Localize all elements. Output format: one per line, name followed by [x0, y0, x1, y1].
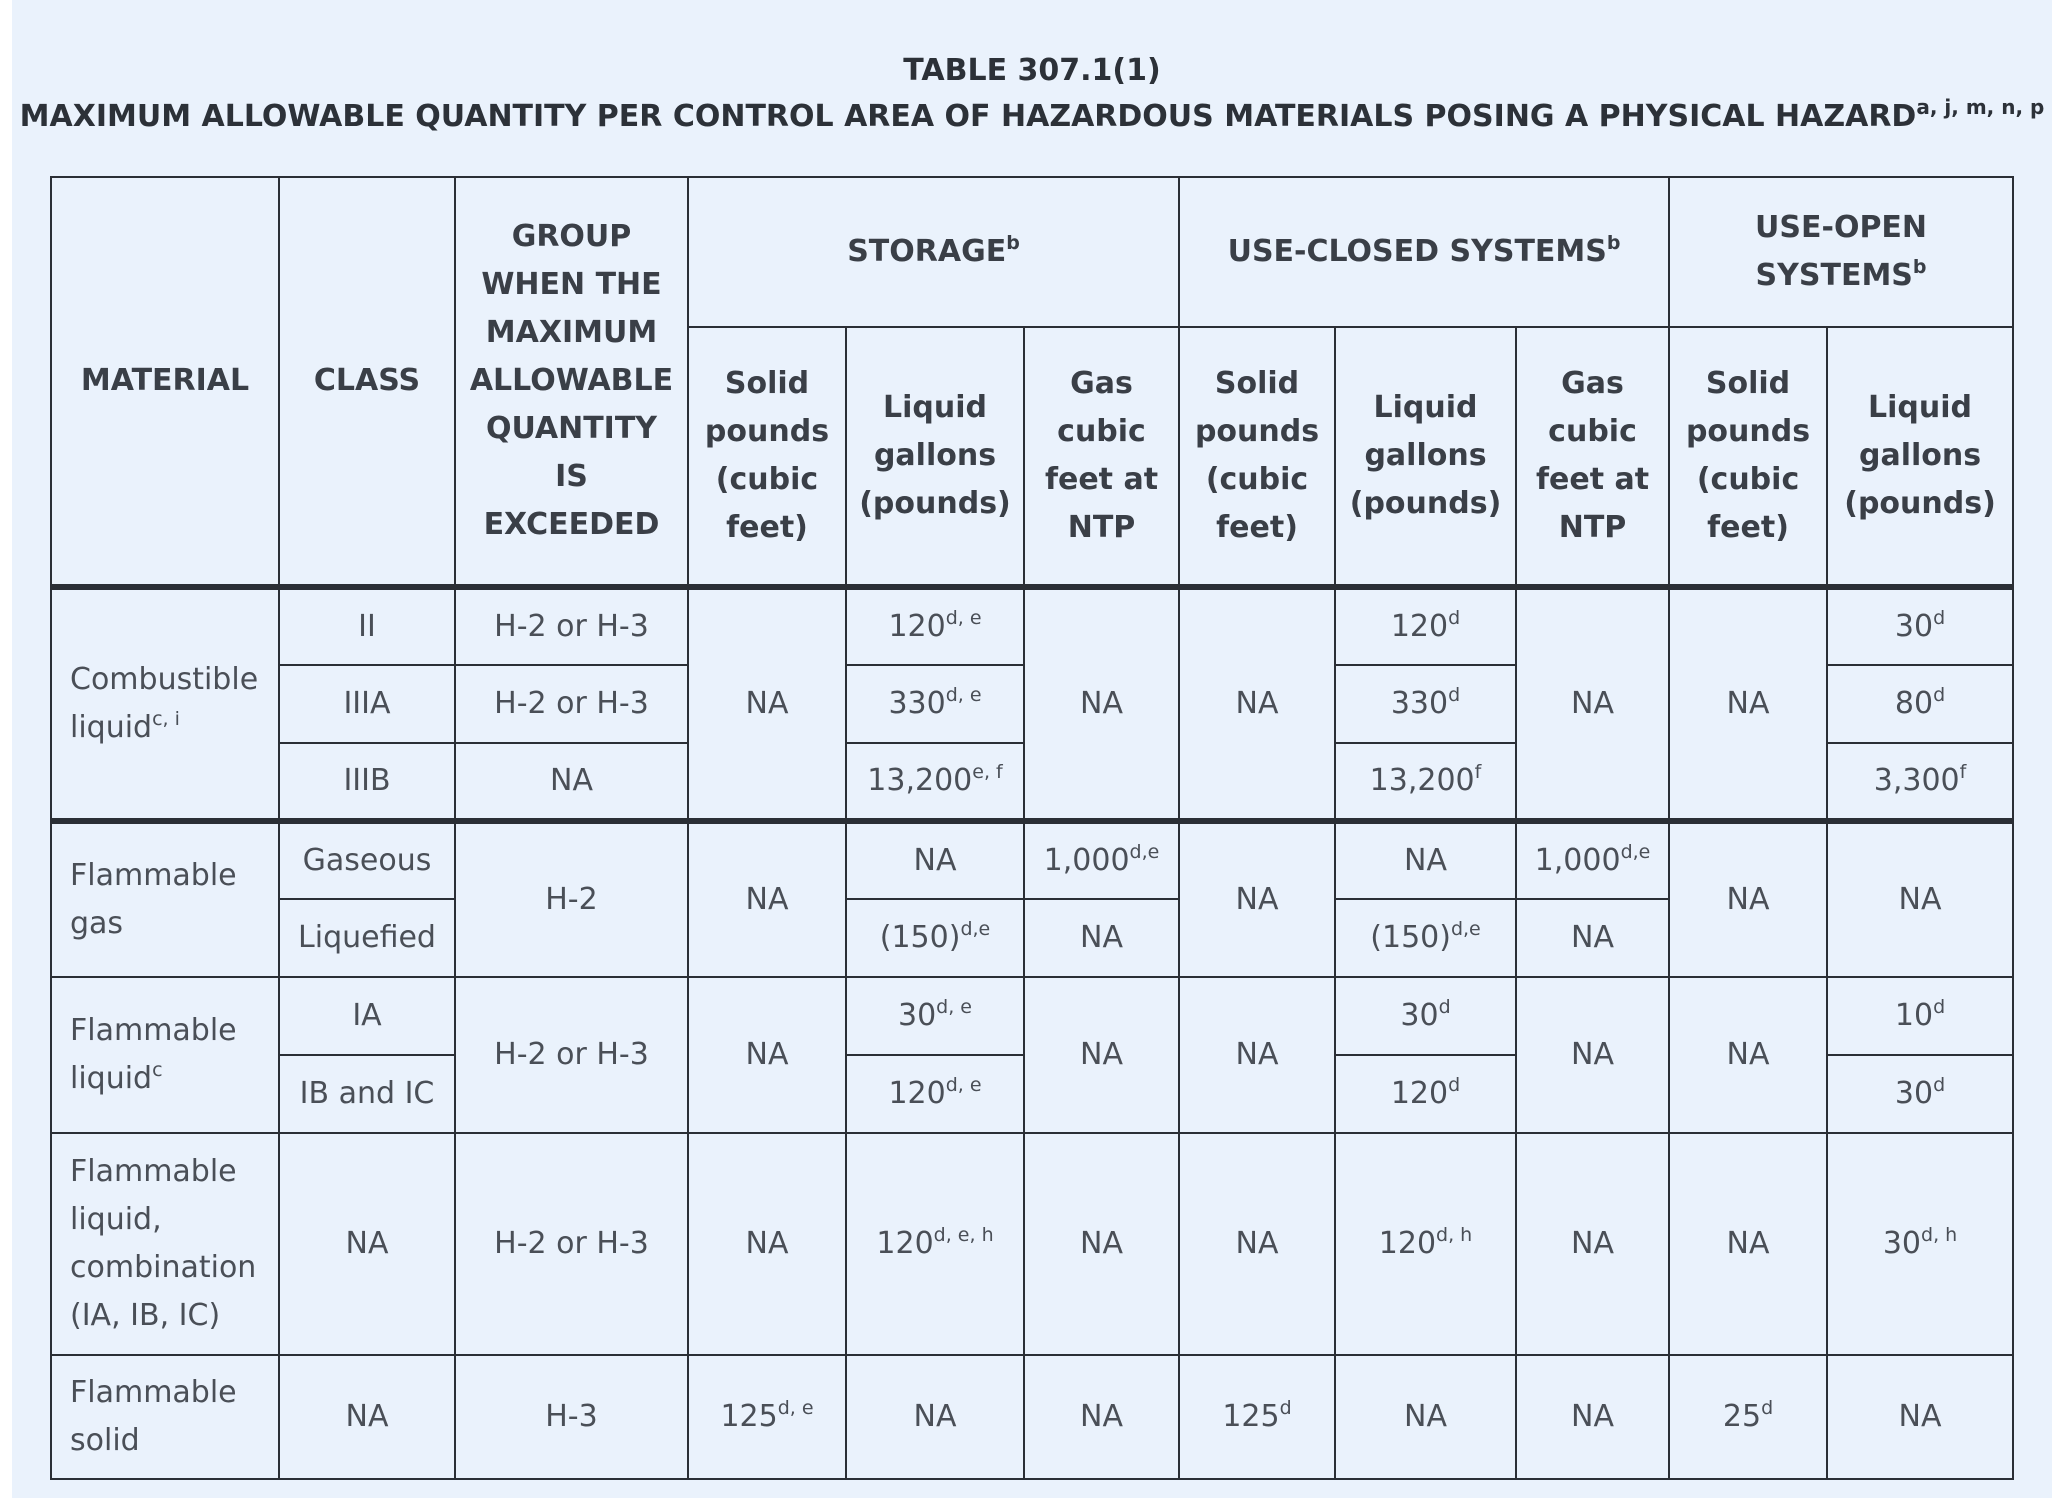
group-cell: H-2 or H-3 [455, 587, 688, 665]
closed-liquid-cell: NA [1335, 1355, 1516, 1479]
value: 120 [876, 1226, 934, 1261]
header-use-closed-footnote: b [1606, 232, 1621, 254]
storage-gas-cell: NA [1024, 1133, 1179, 1355]
footnote: d,e [1129, 841, 1160, 863]
header-closed-solid: Solid pounds (cubic feet) [1179, 327, 1335, 587]
header-closed-gas: Gas cubic feet at NTP [1516, 327, 1669, 587]
header-group-text: GROUP WHEN THE MAXIMUM ALLOWABLE QUANTITY IS EXCEEDED [469, 219, 674, 542]
value: 30 [1882, 1226, 1922, 1261]
footnote: d,e [960, 918, 991, 940]
value: 10 [1894, 998, 1934, 1033]
open-liquid-cell [1827, 665, 2013, 743]
closed-liquid-cell [1335, 821, 1516, 899]
storage-gas-cell: NA [1024, 587, 1179, 821]
header-use-closed-text: USE-CLOSED SYSTEMS [1227, 234, 1607, 269]
header-use-open-text: USE-OPEN SYSTEMS [1755, 210, 1928, 293]
closed-liquid-cell [1335, 899, 1516, 977]
open-liquid-cell [1827, 1133, 2013, 1355]
open-solid-cell: NA [1669, 821, 1827, 977]
footnote: d [1933, 996, 1946, 1018]
value: 13,200 [867, 763, 973, 798]
closed-liquid-cell [1335, 977, 1516, 1055]
closed-gas-cell: NA [1516, 587, 1669, 821]
footnote: d [1279, 1397, 1292, 1419]
group-cell: H-3 [455, 1355, 688, 1479]
material-flammable-liquid [51, 977, 279, 1133]
class-cell: II [279, 587, 455, 665]
table-title [12, 94, 2052, 140]
material-text: Flammable liquid [70, 1013, 237, 1096]
footnote: d, e [936, 996, 973, 1018]
footnote: f [1959, 761, 1967, 783]
group-cell: H-2 or H-3 [455, 665, 688, 743]
header-open-liquid: Liquid gallons (pounds) [1827, 327, 2013, 587]
closed-liquid-cell [1335, 743, 1516, 821]
value: 330 [1390, 686, 1449, 721]
footnote: d [1448, 1074, 1461, 1096]
value: 120 [1390, 1076, 1449, 1111]
class-cell: IA [279, 977, 455, 1055]
storage-liquid-cell [846, 977, 1024, 1055]
footnote: d,e [1620, 841, 1651, 863]
value: 120 [888, 1076, 946, 1111]
closed-gas-cell: NA [1516, 977, 1669, 1133]
class-cell: Gaseous [279, 821, 455, 899]
class-cell: NA [279, 1355, 455, 1479]
table-number: TABLE 307.1(1) [903, 53, 1161, 88]
storage-liquid-cell [846, 1055, 1024, 1133]
value: 3,300 [1873, 763, 1960, 798]
material-text: Combustible liquid [70, 662, 259, 745]
header-storage-solid: Solid pounds (cubic feet) [688, 327, 846, 587]
material-combustible-liquid [51, 587, 279, 821]
closed-gas-cell: NA [1516, 1355, 1669, 1479]
header-open-solid: Solid pounds (cubic feet) [1669, 327, 1827, 587]
class-cell: IIIA [279, 665, 455, 743]
header-group [455, 177, 688, 587]
value: 125 [1222, 1399, 1280, 1434]
value: 13,200 [1369, 763, 1475, 798]
closed-solid-cell: NA [1179, 977, 1335, 1133]
footnote: d, e [777, 1397, 814, 1419]
header-material: MATERIAL [51, 177, 279, 587]
closed-liquid-cell [1335, 587, 1516, 665]
value: 120 [1390, 609, 1449, 644]
value: NA [913, 843, 957, 878]
closed-gas-cell: NA [1516, 1133, 1669, 1355]
open-liquid-cell [1827, 587, 2013, 665]
closed-solid-cell: NA [1179, 1133, 1335, 1355]
storage-solid-cell: NA [688, 1133, 846, 1355]
storage-liquid-cell: NA [846, 1355, 1024, 1479]
storage-gas-cell: NA [1024, 977, 1179, 1133]
open-solid-cell [1669, 1355, 1827, 1479]
open-liquid-cell [1827, 743, 2013, 821]
storage-solid-cell: NA [688, 977, 846, 1133]
value: NA [1404, 843, 1447, 878]
value: 30 [897, 998, 937, 1033]
closed-liquid-cell [1335, 1133, 1516, 1355]
footnote: f [1474, 761, 1482, 783]
storage-liquid-cell [846, 821, 1024, 899]
value: 30 [1894, 1076, 1934, 1111]
value: 120 [1378, 1226, 1437, 1261]
storage-solid-cell: NA [688, 587, 846, 821]
header-class: CLASS [279, 177, 455, 587]
header-use-open [1669, 177, 2013, 327]
material-footnote: c, i [152, 708, 180, 730]
footnote: d [1933, 607, 1946, 629]
value: NA [1080, 920, 1123, 955]
open-liquid-cell [1827, 977, 2013, 1055]
group-cell: NA [455, 743, 688, 821]
header-closed-liquid: Liquid gallons (pounds) [1335, 327, 1516, 587]
value: 125 [720, 1399, 778, 1434]
class-cell: NA [279, 1133, 455, 1355]
storage-liquid-cell [846, 1133, 1024, 1355]
footnote: d, e [945, 607, 982, 629]
footnote: d [1448, 607, 1461, 629]
storage-liquid-cell [846, 587, 1024, 665]
value: 120 [888, 609, 946, 644]
table-caption [12, 48, 2052, 140]
header-use-open-footnote: b [1912, 256, 1927, 278]
value: 30 [1894, 609, 1934, 644]
footnote: e, f [972, 761, 1003, 783]
closed-gas-cell [1516, 899, 1669, 977]
closed-liquid-cell [1335, 1055, 1516, 1133]
group-cell: H-2 or H-3 [455, 977, 688, 1133]
open-solid-cell: NA [1669, 1133, 1827, 1355]
footnote: d, h [1921, 1224, 1958, 1246]
footnote: d [1933, 1074, 1946, 1096]
header-storage-liquid: Liquid gallons (pounds) [846, 327, 1024, 587]
value: 30 [1400, 998, 1439, 1033]
hazard-quantity-table [50, 176, 2014, 1480]
footnote: d [1761, 1397, 1774, 1419]
storage-liquid-cell [846, 899, 1024, 977]
open-solid-cell: NA [1669, 977, 1827, 1133]
closed-gas-cell [1516, 821, 1669, 899]
header-use-closed [1179, 177, 1669, 327]
footnote: d, e [945, 1074, 982, 1096]
closed-liquid-cell [1335, 665, 1516, 743]
open-liquid-cell: NA [1827, 821, 2013, 977]
open-liquid-cell: NA [1827, 1355, 2013, 1479]
header-storage-text: STORAGE [847, 234, 1007, 269]
storage-solid-cell [688, 1355, 846, 1479]
storage-liquid-cell [846, 743, 1024, 821]
material-flammable-gas: Flammable gas [51, 821, 279, 977]
material-flammable-solid: Flammable solid [51, 1355, 279, 1479]
value: (150) [1370, 920, 1451, 955]
storage-liquid-cell [846, 665, 1024, 743]
value: 1,000 [1534, 843, 1621, 878]
value: 330 [888, 686, 946, 721]
material-footnote: c [152, 1059, 163, 1081]
open-liquid-cell [1827, 1055, 2013, 1133]
footnote: d,e [1450, 918, 1481, 940]
header-storage-gas: Gas cubic feet at NTP [1024, 327, 1179, 587]
open-solid-cell: NA [1669, 587, 1827, 821]
footnote: d, h [1436, 1224, 1473, 1246]
storage-gas-cell [1024, 899, 1179, 977]
header-storage-footnote: b [1006, 232, 1020, 254]
closed-solid-cell: NA [1179, 587, 1335, 821]
storage-gas-cell: NA [1024, 1355, 1179, 1479]
footnote: d [1448, 684, 1461, 706]
value: NA [1571, 920, 1614, 955]
storage-solid-cell: NA [688, 821, 846, 977]
value: 25 [1722, 1399, 1762, 1434]
closed-solid-cell [1179, 1355, 1335, 1479]
storage-gas-cell [1024, 821, 1179, 899]
table-title-footnotes: a, j, m, n, p [1916, 95, 2045, 119]
header-storage [688, 177, 1179, 327]
footnote: d, e [945, 684, 982, 706]
footnote: d [1933, 684, 1946, 706]
table-title-text: MAXIMUM ALLOWABLE QUANTITY PER CONTROL AREA OF HAZARDOUS MATERIALS POSING A PHYSICAL HAZARD [19, 99, 1917, 134]
closed-solid-cell: NA [1179, 821, 1335, 977]
value: (150) [879, 920, 961, 955]
material-flammable-liquid-combination: Flammable liquid, combination (IA, IB, IC) [51, 1133, 279, 1355]
class-cell: IIIB [279, 743, 455, 821]
group-cell: H-2 [455, 821, 688, 977]
footnote: d [1438, 996, 1451, 1018]
class-cell: IB and IC [279, 1055, 455, 1133]
footnote: d, e, h [933, 1224, 994, 1246]
class-cell: Liquefied [279, 899, 455, 977]
value: 1,000 [1043, 843, 1130, 878]
group-cell: H-2 or H-3 [455, 1133, 688, 1355]
value: 80 [1894, 686, 1934, 721]
